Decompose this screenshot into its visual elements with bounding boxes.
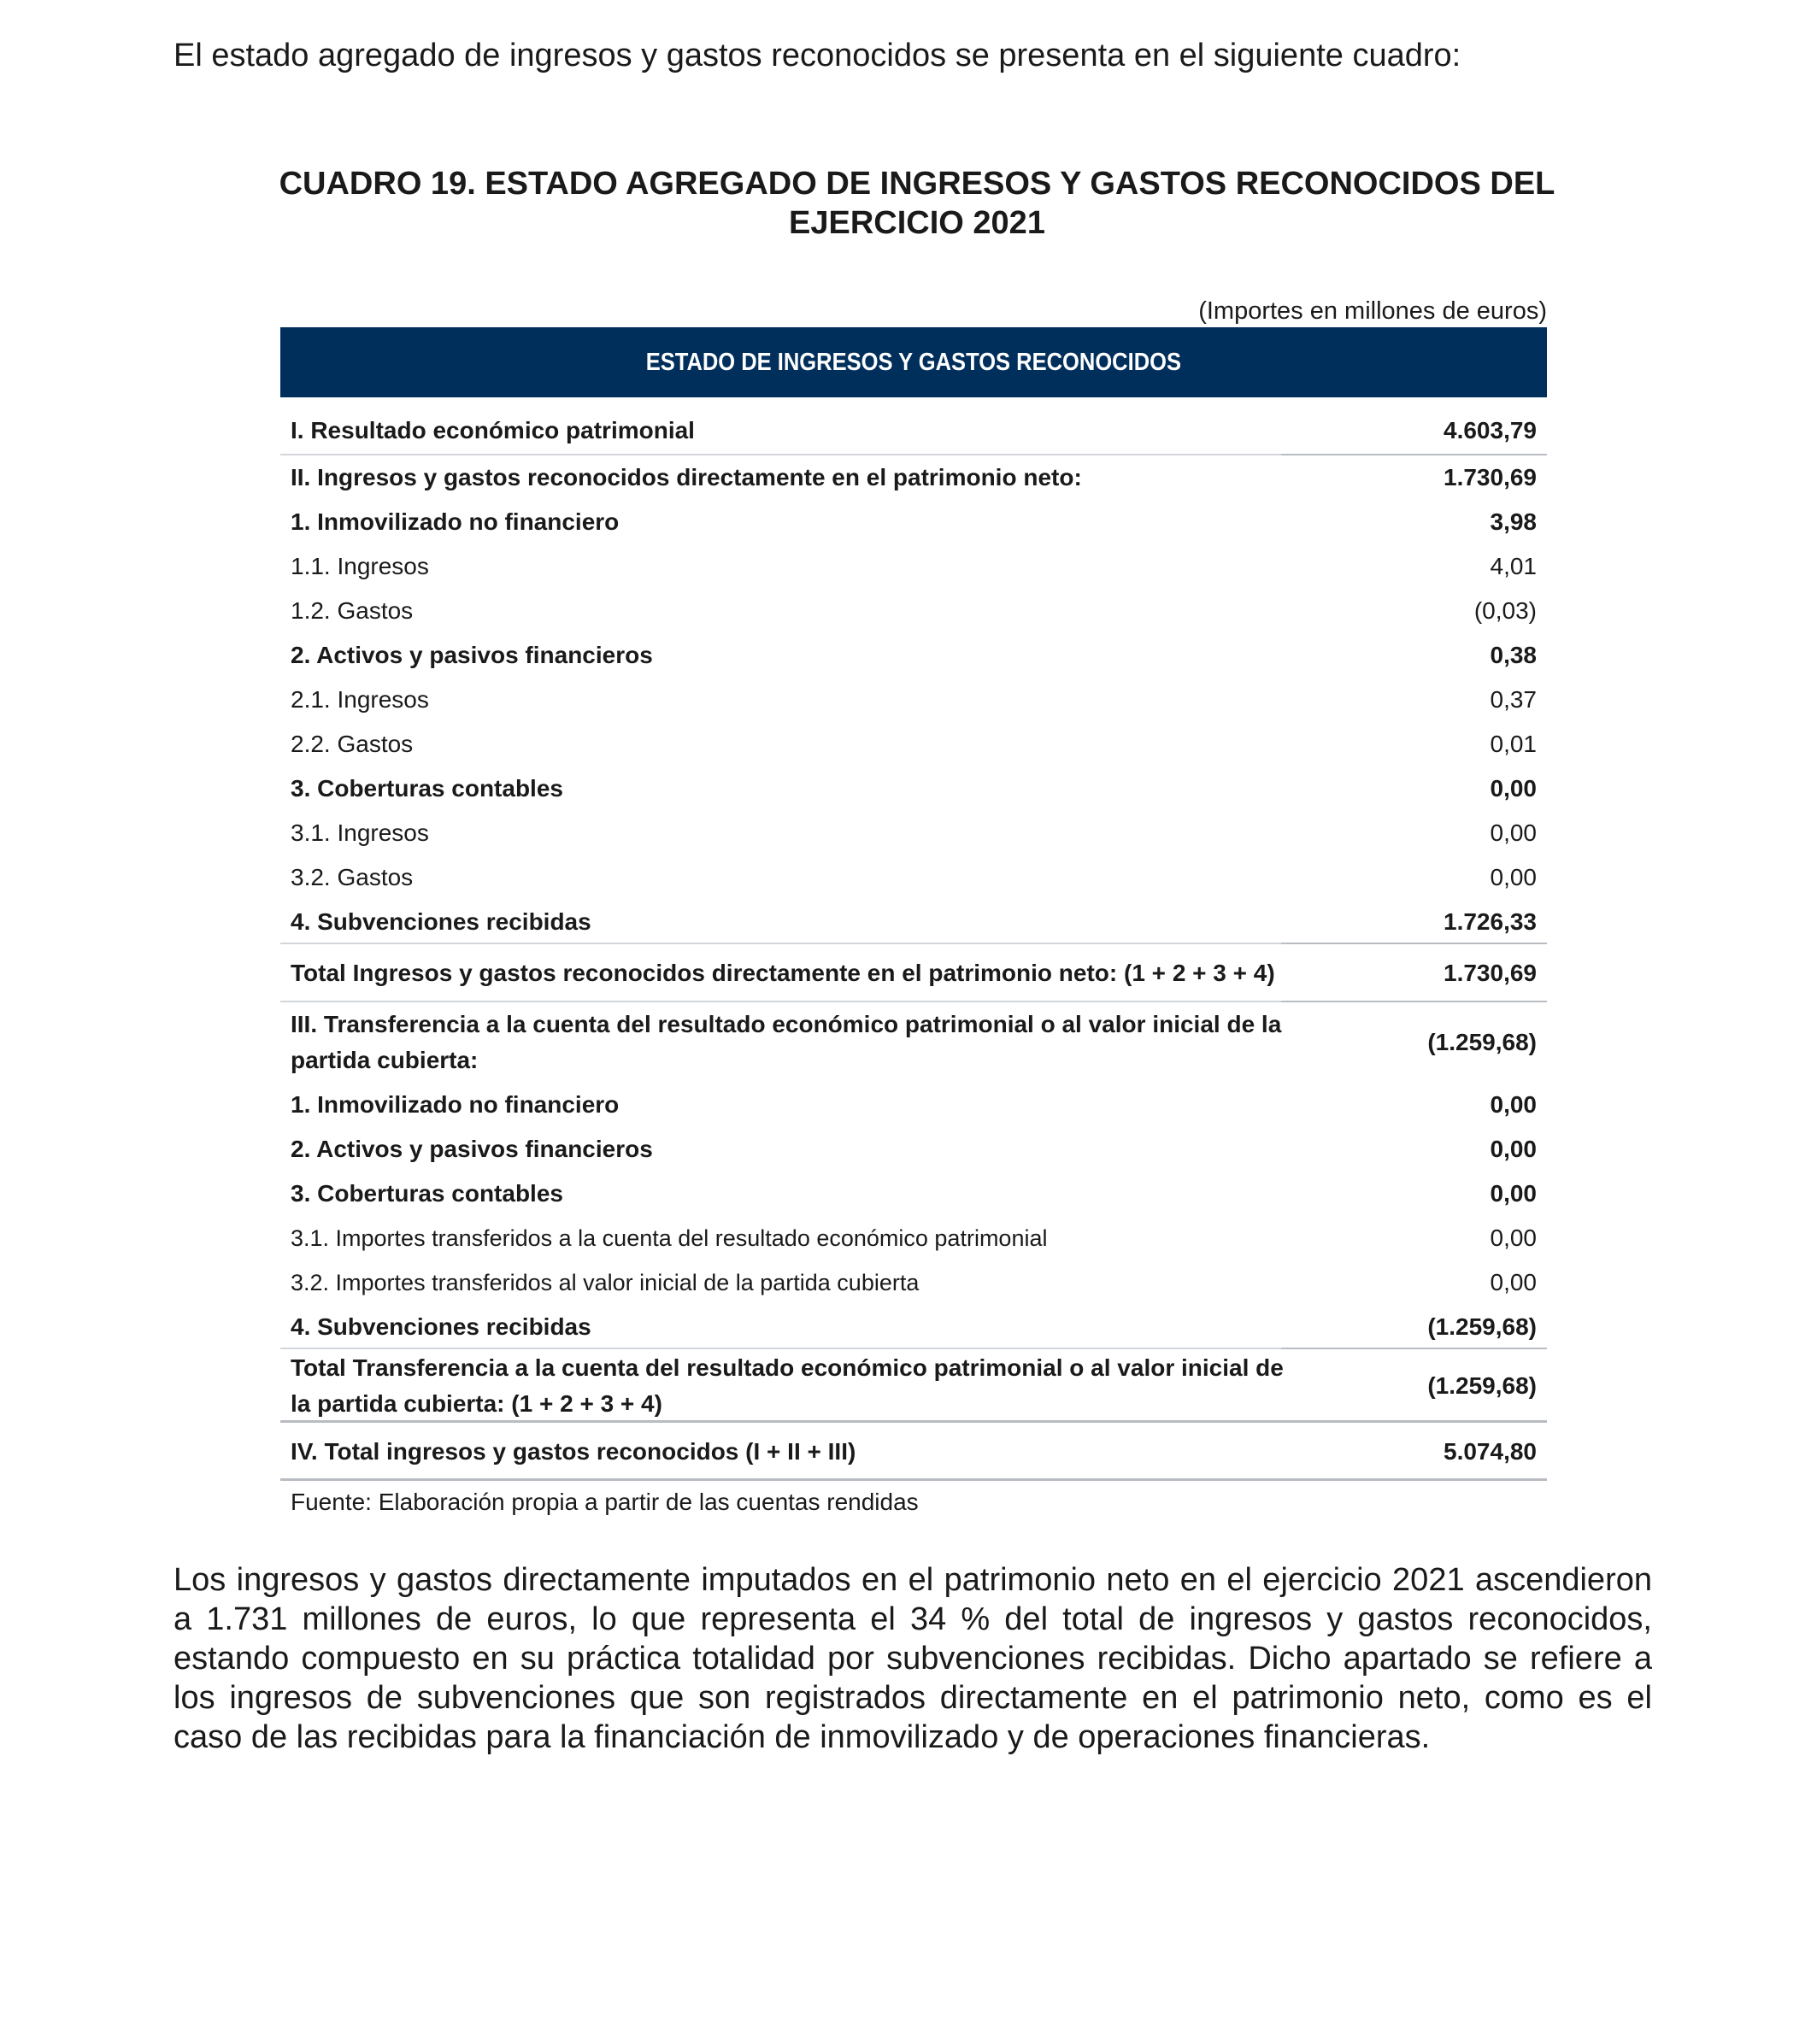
row-label: Total Transferencia a la cuenta del resultado económico patrimonial o al valor inicial de la partida cubierta: (1 + 2 + 3 + 4)	[291, 1354, 1284, 1417]
table-row	[280, 1423, 1547, 1481]
row-label: I. Resultado económico patrimonial	[291, 417, 695, 443]
row-label: 3.1. Ingresos	[291, 819, 429, 846]
table-body	[280, 406, 1547, 1481]
row-value: 0,00	[1490, 864, 1537, 890]
row-value: 0,00	[1490, 1269, 1537, 1295]
row-value: 0,00	[1490, 819, 1537, 846]
row-value: 0,00	[1490, 1136, 1537, 1162]
table-row	[280, 722, 1547, 766]
row-value: 4,01	[1490, 553, 1537, 579]
row-value: 1.730,69	[1444, 464, 1537, 490]
table-row	[280, 633, 1547, 678]
row-label: 3. Coberturas contables	[291, 1180, 563, 1207]
intro-text: El estado agregado de ingresos y gastos reconocidos se presenta en el siguiente cuadro:	[173, 38, 1461, 73]
row-label: 1. Inmovilizado no financiero	[291, 1091, 620, 1118]
row-label: 1.2. Gastos	[291, 597, 414, 624]
row-label: 4. Subvenciones recibidas	[291, 1313, 591, 1340]
table-row	[280, 589, 1547, 633]
row-value: (1.259,68)	[1427, 1372, 1537, 1399]
row-label: 3.2. Gastos	[291, 864, 414, 890]
row-label: Total Ingresos y gastos reconocidos directamente en el patrimonio neto: (1 + 2 + 3 + 4)	[291, 960, 1275, 986]
table-row	[280, 1127, 1547, 1172]
table-row	[280, 500, 1547, 544]
table-row	[280, 811, 1547, 855]
table-row	[280, 900, 1547, 944]
table-row	[280, 766, 1547, 811]
row-label: 4. Subvenciones recibidas	[291, 908, 591, 935]
income-expense-table	[280, 327, 1547, 1481]
row-label: IV. Total ingresos y gastos reconocidos (I + II + III)	[291, 1438, 856, 1465]
row-label: 3.2. Importes transferidos al valor inicial de la partida cubierta	[291, 1270, 920, 1295]
row-label: 2. Activos y pasivos financieros	[291, 642, 653, 668]
table-row	[280, 406, 1547, 455]
row-value: 0,01	[1490, 731, 1537, 757]
row-value: 1.726,33	[1444, 908, 1537, 935]
table-row	[280, 1083, 1547, 1127]
table-row	[280, 1260, 1547, 1305]
table-title	[173, 164, 1661, 243]
table-title-line1: CUADRO 19. ESTADO AGREGADO DE INGRESOS Y GASTOS RECONOCIDOS DEL	[279, 166, 1555, 202]
row-label: 1.1. Ingresos	[291, 553, 429, 579]
table-row	[280, 944, 1547, 1002]
row-value: 5.074,80	[1444, 1438, 1537, 1465]
row-value: 0,00	[1490, 775, 1537, 802]
row-label: 1. Inmovilizado no financiero	[291, 508, 620, 535]
table-title-line2: EJERCICIO 2021	[789, 205, 1045, 241]
units-note: (Importes en millones de euros)	[1198, 297, 1547, 325]
row-label: 2.1. Ingresos	[291, 686, 429, 713]
row-value: 0,37	[1490, 686, 1537, 713]
row-label: 2. Activos y pasivos financieros	[291, 1136, 653, 1162]
table-row	[280, 1349, 1547, 1423]
row-value: 0,00	[1490, 1225, 1537, 1251]
row-label: III. Transferencia a la cuenta del resultado económico patrimonial o al valor inicial de la partida cubierta:	[291, 1011, 1282, 1073]
table-row	[280, 678, 1547, 722]
body-paragraph: Los ingresos y gastos directamente imputados en el patrimonio neto en el ejercicio 2021 ascendieron a 1.731 millones de euros, lo que representa el 34 % del total de ingresos y gastos reconocidos, estando compuesto en su práctica totalidad por subvenciones recibidas. Dicho apartado se refiere a los ingresos de subvenciones que son registrados directamente en el patrimonio neto, como es el caso de las recibidas para la financiación de inmovilizado y de operaciones financieras.	[173, 1562, 1652, 1755]
table-row	[280, 1002, 1547, 1083]
table-header	[280, 327, 1547, 397]
table-row	[280, 544, 1547, 589]
row-label: 3.1. Importes transferidos a la cuenta del resultado económico patrimonial	[291, 1225, 1048, 1251]
row-label: 3. Coberturas contables	[291, 775, 563, 802]
row-value: 3,98	[1490, 508, 1537, 535]
table-row	[280, 855, 1547, 900]
table-row	[280, 1172, 1547, 1216]
row-label: 2.2. Gastos	[291, 731, 414, 757]
row-value: 4.603,79	[1444, 417, 1537, 443]
row-value: (1.259,68)	[1427, 1313, 1537, 1340]
source-note: Fuente: Elaboración propia a partir de las cuentas rendidas	[291, 1489, 919, 1515]
row-value: 1.730,69	[1444, 960, 1537, 986]
row-value: 0,38	[1490, 642, 1537, 668]
row-value: 0,00	[1490, 1091, 1537, 1118]
table-row	[280, 1216, 1547, 1260]
row-value: (1.259,68)	[1427, 1029, 1537, 1055]
row-value: (0,03)	[1473, 597, 1537, 624]
table-row	[280, 1305, 1547, 1349]
table-row	[280, 455, 1547, 500]
row-label: II. Ingresos y gastos reconocidos directamente en el patrimonio neto:	[291, 464, 1082, 490]
row-value: 0,00	[1490, 1180, 1537, 1207]
table-header-label: ESTADO DE INGRESOS Y GASTOS RECONOCIDOS	[645, 348, 1182, 376]
